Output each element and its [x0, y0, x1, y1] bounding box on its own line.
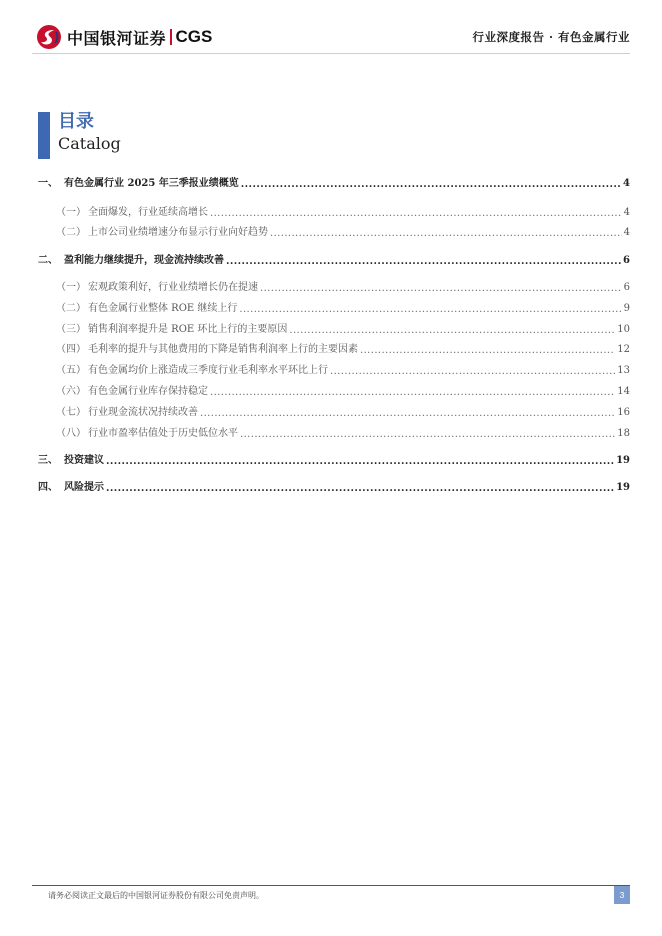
toc-entry-label: 投资建议 [64, 455, 104, 466]
toc-entry-number: （一） [56, 207, 86, 218]
toc-entry-number: （八） [56, 428, 86, 439]
toc-entry-number: （二） [56, 303, 86, 314]
toc-entry[interactable] [56, 203, 630, 219]
toc-heading-bar [38, 112, 50, 159]
toc-entry-page: 10 [617, 324, 630, 335]
toc-entry-label: 毛利率的提升与其他费用的下降是销售利润率上行的主要因素 [88, 344, 358, 355]
toc-leader-dots [330, 366, 615, 378]
toc-entry-label: 行业现金流状况持续改善 [88, 407, 198, 418]
footer-disclaimer: 请务必阅读正文最后的中国银河证券股份有限公司免责声明。 [48, 891, 264, 900]
page-number: 3 [614, 886, 630, 904]
toc-entry[interactable] [56, 340, 630, 356]
toc-entry[interactable] [56, 361, 630, 377]
toc-entry-label: 有色金属均价上涨造成三季度行业毛利率水平环比上行 [88, 365, 328, 376]
header-divider [32, 53, 630, 54]
toc-entry[interactable] [56, 223, 630, 239]
toc-leader-dots [210, 387, 615, 399]
toc-entry-label: 行业市盈率估值处于历史低位水平 [88, 428, 238, 439]
toc-entry-number: （二） [56, 227, 86, 238]
toc-entry-number: （四） [56, 344, 86, 355]
toc-entry[interactable] [38, 251, 630, 267]
company-logo [36, 24, 212, 50]
toc-entry-number: （六） [56, 386, 86, 397]
toc-entry-page: 18 [617, 428, 630, 439]
toc-entry-page: 14 [617, 386, 630, 397]
footer-divider [32, 885, 630, 886]
toc-entry-label: 宏观政策利好，行业业绩增长仍在提速 [88, 282, 258, 293]
toc-entry-number: 一、 [38, 178, 58, 189]
toc-entry[interactable] [56, 403, 630, 419]
toc-entry[interactable] [56, 382, 630, 398]
toc-entry-page: 9 [623, 303, 630, 314]
toc-entry-number: （五） [56, 365, 86, 376]
toc-entry-page: 6 [623, 282, 630, 293]
toc-entry-page: 19 [616, 455, 630, 466]
toc-entry[interactable] [38, 174, 630, 190]
logo-divider [170, 29, 172, 45]
toc-entry-number: 二、 [38, 255, 58, 266]
logo-text-en: CGS [175, 27, 213, 46]
toc-entry-label: 销售利润率提升是 ROE 环比上行的主要原因 [88, 324, 288, 335]
toc-entry-label: 盈利能力继续提升，现金流持续改善 [64, 255, 224, 266]
toc-entry[interactable] [38, 451, 630, 467]
toc-leader-dots [270, 228, 622, 240]
toc-entry-page: 4 [623, 178, 630, 189]
page-header [0, 0, 662, 60]
report-type-title: 行业深度报告 · 有色金属行业 [472, 30, 630, 44]
toc-entry-page: 4 [623, 227, 630, 238]
toc-leader-dots [200, 408, 615, 420]
toc-entry[interactable] [38, 478, 630, 494]
toc-entry-number: （七） [56, 407, 86, 418]
toc-entry-number: 四、 [38, 482, 58, 493]
toc-leader-dots [106, 456, 614, 468]
toc-leader-dots [360, 345, 615, 357]
toc-heading-cn: 目录 [58, 111, 94, 132]
toc-leader-dots [240, 429, 615, 441]
toc-entry-number: （一） [56, 282, 86, 293]
toc-leader-dots [241, 179, 621, 191]
toc-entry-number: （三） [56, 324, 86, 335]
toc-entry[interactable] [56, 278, 630, 294]
logo-text-cn: 中国银河证券 [67, 28, 167, 48]
toc-leader-dots [239, 304, 621, 316]
toc-entry-label: 有色金属行业整体 ROE 继续上行 [88, 303, 238, 314]
cgs-logo-icon [36, 24, 62, 50]
toc-entry-label: 有色金属行业 2025 年三季报业绩概览 [64, 178, 239, 189]
toc-entry-page: 13 [617, 365, 630, 376]
toc-leader-dots [210, 208, 622, 220]
toc-leader-dots [289, 325, 615, 337]
toc-entry-page: 16 [617, 407, 630, 418]
toc-entry[interactable] [56, 299, 630, 315]
toc-entry-label: 上市公司业绩增速分布显示行业向好趋势 [88, 227, 268, 238]
toc-entry-page: 12 [617, 344, 630, 355]
toc-entry-label: 风险提示 [64, 482, 104, 493]
toc-entry-page: 6 [623, 255, 630, 266]
toc-entry-label: 有色金属行业库存保持稳定 [88, 386, 208, 397]
toc-leader-dots [106, 483, 614, 495]
toc-entry-page: 4 [623, 207, 630, 218]
toc-entry-number: 三、 [38, 455, 58, 466]
toc-entry-page: 19 [616, 482, 630, 493]
toc-entry[interactable] [56, 424, 630, 440]
toc-heading-en: Catalog [58, 134, 121, 153]
toc-leader-dots [226, 256, 621, 268]
toc-entry-label: 全面爆发，行业延续高增长 [88, 207, 208, 218]
toc-entry[interactable] [56, 320, 630, 336]
toc-leader-dots [260, 283, 622, 295]
